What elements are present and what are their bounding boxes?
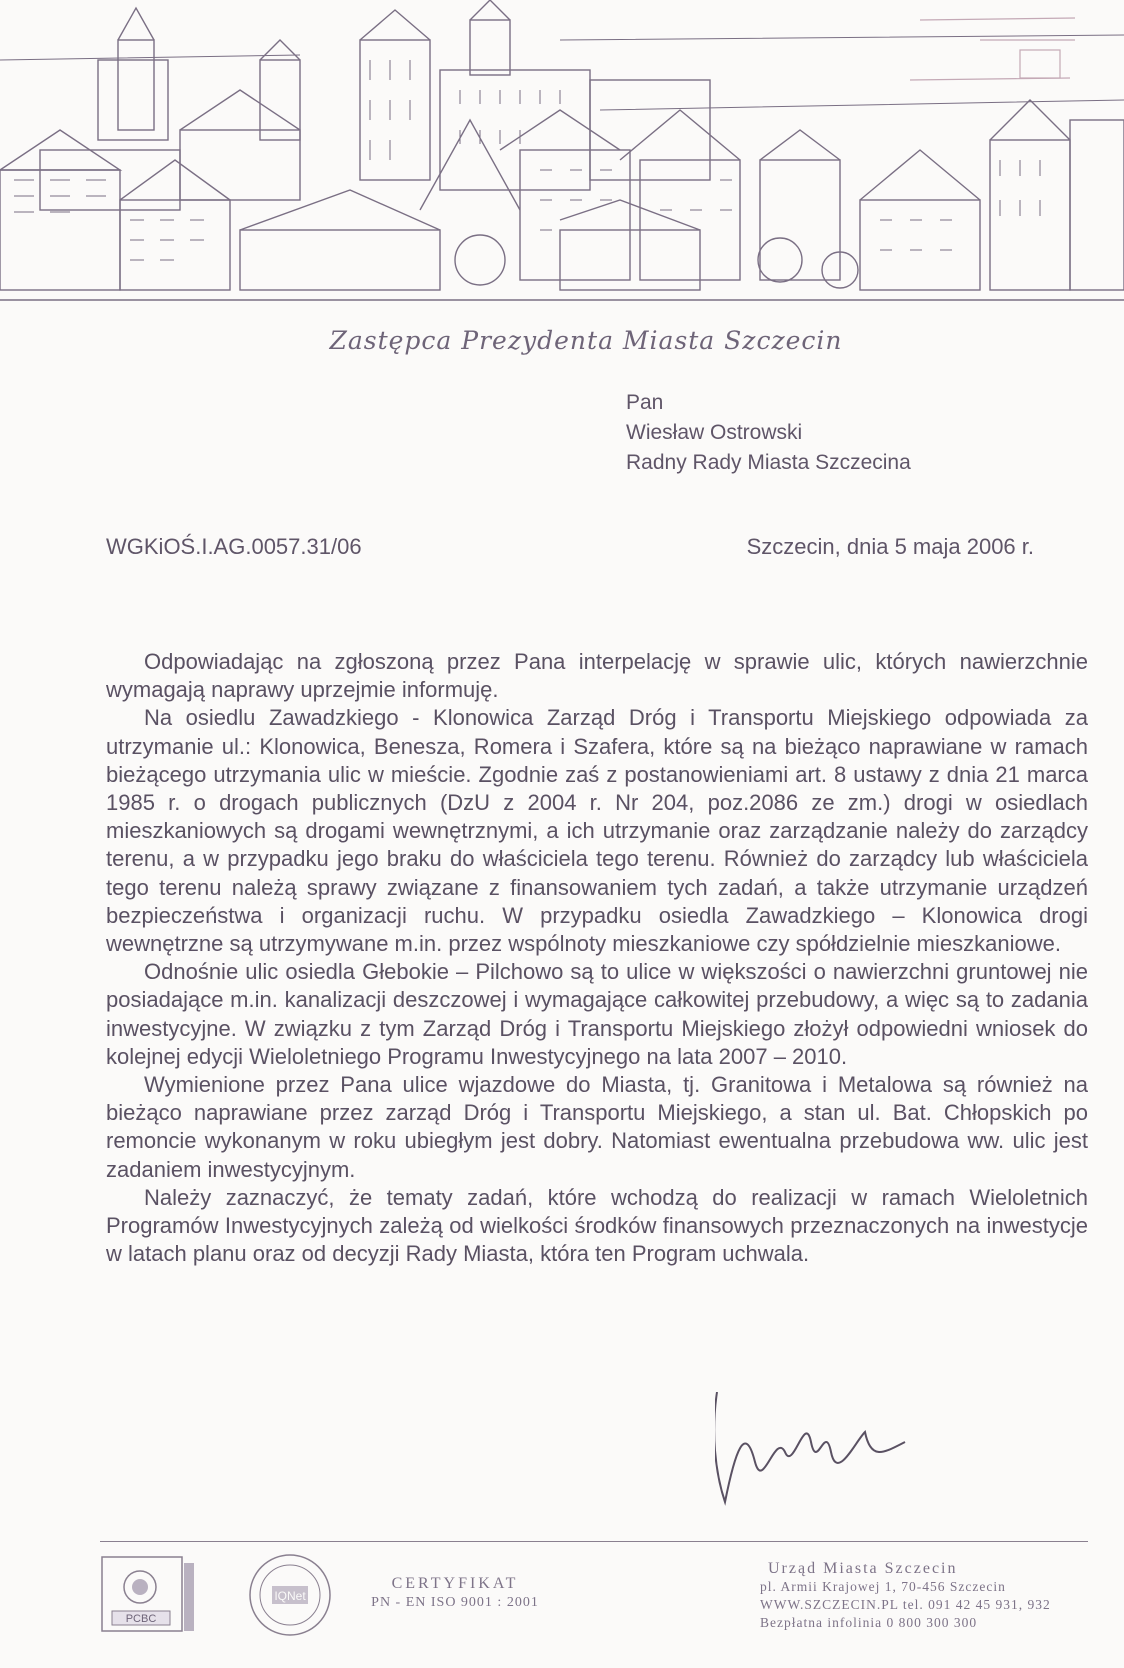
pcbc-certification-logo: [100, 1555, 198, 1635]
handwritten-signature: [715, 1392, 915, 1532]
recipient-salutation: Pan: [626, 391, 664, 414]
footer-divider: [100, 1541, 1088, 1542]
iqnet-certification-logo: [240, 1550, 340, 1640]
office-name: Urząd Miasta Szczecin: [768, 1560, 958, 1577]
recipient-position: Radny Rady Miasta Szczecina: [626, 451, 911, 474]
received-stamp-mark: [900, 0, 1080, 95]
issuer-title: Zastępca Prezydenta Miasta Szczecin: [329, 326, 843, 355]
letter-body: [106, 648, 1088, 1268]
recipient-block: [626, 388, 911, 478]
letter-date: Szczecin, dnia 5 maja 2006 r.: [746, 534, 1034, 559]
office-contact-block: [760, 1560, 1120, 1632]
office-website-phone: WWW.SZCZECIN.PL tel. 091 42 45 931, 932: [760, 1597, 1051, 1612]
svg-text:IQNet: IQNet: [274, 1589, 306, 1603]
certificate-title: CERTYFIKAT: [391, 1575, 519, 1592]
body-paragraph: Wymienione przez Pana ulice wjazdowe do Miasta, tj. Granitowa i Metalowa są również na bieżąco naprawiane przez zarząd Dróg i Transportu Miejskiego, a stan ul. Bat. Chłopskich po remoncie wykonanym w roku ubiegłym jest dobry. Natomiast ewentualna przebudowa ww. ulic jest zadaniem inwestycyjnym.: [106, 1072, 1088, 1182]
body-paragraph: Należy zaznaczyć, że tematy zadań, które wchodzą do realizacji w ramach Wieloletnich Programów Inwestycyjnych zależą od wielkości środków finansowych przeznaczonych na inwestycje w latach planu oraz od decyzji Rady Miasta, która ten Program uchwala.: [106, 1184, 1088, 1267]
svg-text:PCBC: PCBC: [125, 1613, 157, 1625]
certificate-block: [340, 1575, 570, 1611]
body-paragraph: Na osiedlu Zawadzkiego - Klonowica Zarząd Dróg i Transportu Miejskiego odpowiada za utrzymanie ul.: Klonowica, Benesza, Romera i Szafera, które są na bieżąco naprawiane w ramach bieżącego utrzymania ulic w mieście. Zgodnie zaś z postanowieniami art. 8 ustawy z dnia 21 marca 1985 r. o drogach publicznych (DzU z 2004 r. Nr 204, poz.2086 ze zm.) drogi w osiedlach mieszkaniowych są drogami wewnętrznymi, a ich utrzymanie oraz zarządzanie należy do zarządcy terenu, a w przypadku jego braku do właściciela tego terenu. Również do zarządcy lub właściciela tego terenu należą sprawy związane z finansowaniem tych zadań, a także utrzymanie urządzeń bezpieczeństwa i organizacji ruchu. W przypadku osiedla Zawadzkiego – Klonowica drogi wewnętrzne są utrzymywane m.in. przez wspólnoty mieszkaniowe czy spółdzielnie mieszkaniowe.: [106, 705, 1088, 957]
reference-number: WGKiOŚ.I.AG.0057.31/06: [106, 534, 362, 559]
office-address: pl. Armii Krajowej 1, 70-456 Szczecin: [760, 1579, 1006, 1594]
recipient-name: Wiesław Ostrowski: [626, 421, 803, 444]
body-paragraph: Odpowiadając na zgłoszoną przez Pana interpelację w sprawie ulic, których nawierzchnie wymagają naprawy uprzejmie informuję.: [106, 649, 1088, 703]
certificate-standard: PN - EN ISO 9001 : 2001: [371, 1595, 539, 1610]
office-infoline: Bezpłatna infolinia 0 800 300 300: [760, 1615, 978, 1630]
body-paragraph: Odnośnie ulic osiedla Głebokie – Pilchowo są to ulice w większości o nawierzchni gruntowej nie posiadające m.in. kanalizacji deszczowej i wymagające całkowitej przebudowy, a więc są to zadania inwestycyjne. W związku z tym Zarząd Dróg i Transportu Miejskiego złożył odpowiedni wniosek do kolejnej edycji Wieloletniego Programu Inwestycyjnego na lata 2007 – 2010.: [106, 959, 1088, 1069]
reference-line: [106, 534, 1034, 560]
